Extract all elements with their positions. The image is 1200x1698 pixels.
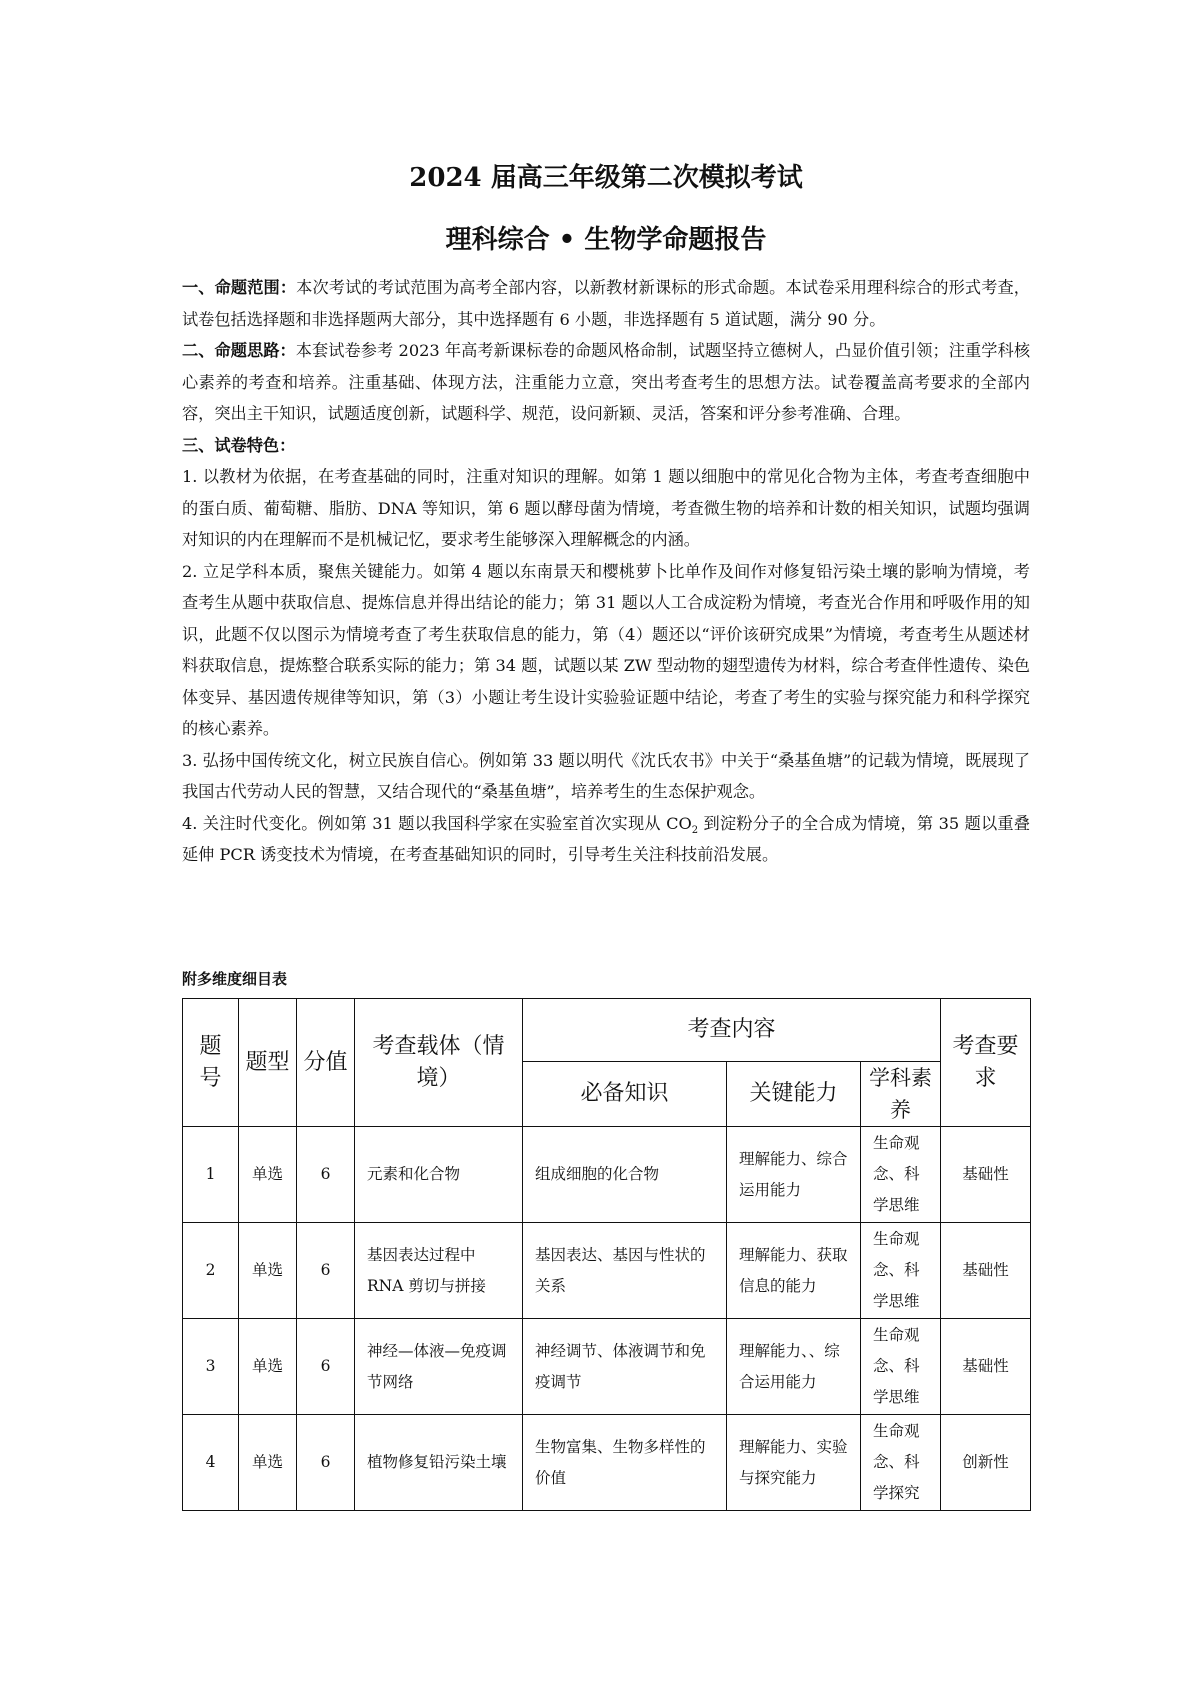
cell-carrier: 植物修复铅污染土壤 — [355, 1415, 523, 1511]
header-carrier: 考查载体（情境） — [355, 999, 523, 1127]
cell-ability: 理解能力、获取信息的能力 — [727, 1223, 861, 1319]
cell-ability: 理解能力、、综合运用能力 — [727, 1319, 861, 1415]
header-content: 考查内容 — [523, 999, 941, 1062]
cell-score: 6 — [297, 1223, 355, 1319]
cell-type: 单选 — [239, 1415, 297, 1511]
feature-heading: 三、试卷特色： — [182, 435, 296, 455]
idea-paragraph — [182, 335, 1030, 430]
scope-paragraph — [182, 272, 1030, 335]
table-row — [183, 1319, 1031, 1415]
cell-knowledge: 神经调节、体液调节和免疫调节 — [523, 1319, 727, 1415]
header-requirement: 考查要求 — [941, 999, 1031, 1127]
feature-item-3: 3. 弘扬中国传统文化，树立民族自信心。例如第 33 题以明代《沈氏农书》中关于“桑基鱼塘”的记载为情境，既展现了我国古代劳动人民的智慧，又结合现代的“桑基鱼塘”，培养考生的生态保护观念。 — [182, 750, 1030, 801]
cell-num: 4 — [183, 1415, 239, 1511]
co2-subscript: 2 — [691, 824, 699, 836]
cell-score: 6 — [297, 1319, 355, 1415]
header-num: 题号 — [183, 999, 239, 1127]
cell-num: 2 — [183, 1223, 239, 1319]
feature-4-text-a: 4. 关注时代变化。例如第 31 题以我国科学家在实验室首次实现从 CO — [182, 813, 692, 833]
header-knowledge: 必备知识 — [523, 1062, 727, 1127]
table-row — [183, 1415, 1031, 1511]
feature-4-text-b: 到淀粉分子的全合成为情境，第 35 题以重叠延伸 PCR 诱变技术为情境，在考查基础知识的同时，引导考生关注科技前沿发展。 — [182, 813, 1030, 864]
table-row — [183, 1223, 1031, 1319]
cell-ability: 理解能力、综合运用能力 — [727, 1127, 861, 1223]
cell-literacy: 生命观念、科学思维 — [861, 1319, 941, 1415]
header-ability: 关键能力 — [727, 1062, 861, 1127]
table-row — [183, 1127, 1031, 1223]
cell-requirement: 基础性 — [941, 1319, 1031, 1415]
scope-text: 本次考试的考试范围为高考全部内容，以新教材新课标的形式命题。本试卷采用理科综合的形式考查，试卷包括选择题和非选择题两大部分，其中选择题有 6 小题，非选择题有 5 道试题，满分 90 分。 — [182, 278, 1030, 329]
cell-literacy: 生命观念、科学思维 — [861, 1223, 941, 1319]
feature-item-4 — [182, 808, 1030, 871]
idea-text: 本套试卷参考 2023 年高考新课标卷的命题风格命制，试题坚持立德树人，凸显价值引领；注重学科核心素养的考查和培养。注重基础、体现方法，注重能力立意，突出考查考生的思想方法。试卷覆盖高考要求的全部内容，突出主干知识，试题适度创新，试题科学、规范，设问新颖、灵活，答案和评分参考准确、合理。 — [182, 341, 1031, 423]
cell-knowledge: 基因表达、基因与性状的关系 — [523, 1223, 727, 1319]
cell-carrier: 元素和化合物 — [355, 1127, 523, 1223]
cell-requirement: 基础性 — [941, 1127, 1031, 1223]
cell-type: 单选 — [239, 1223, 297, 1319]
table-header-row — [183, 999, 1031, 1062]
cell-score: 6 — [297, 1415, 355, 1511]
table-caption: 附多维度细目表 — [182, 970, 288, 988]
cell-num: 3 — [183, 1319, 239, 1415]
document-subtitle: 理科综合 • 生物学命题报告 — [445, 225, 767, 255]
header-literacy: 学科素养 — [861, 1062, 941, 1127]
cell-score: 6 — [297, 1127, 355, 1223]
header-type: 题型 — [239, 999, 297, 1127]
scope-heading: 一、命题范围： — [182, 278, 297, 297]
cell-knowledge: 组成细胞的化合物 — [523, 1127, 727, 1223]
cell-knowledge: 生物富集、生物多样性的价值 — [523, 1415, 727, 1511]
feature-item-2: 2. 立足学科本质，聚焦关键能力。如第 4 题以东南景天和樱桃萝卜比单作及间作对修复铅污染土壤的影响为情境，考查考生从题中获取信息、提炼信息并得出结论的能力；第 31 题以人工合成淀粉为情境，考查光合作用和呼吸作用的知识，此题不仅以图示为情境考查了考生获取信息的能力，第（4）题还以“评价该研究成果”为情境，考查考生从题述材料获取信息，提炼整合联系实际的能力；第 34 题，试题以某 ZW 型动物的翅型遗传为材料，综合考查伴性遗传、染色体变异、基因遗传规律等知识，第（3）小题让考生设计实验验证题中结论，考查了考生的实验与探究能力和科学探究的核心素养。 — [182, 561, 1030, 738]
cell-carrier: 基因表达过程中 RNA 剪切与拼接 — [355, 1223, 523, 1319]
idea-heading: 二、命题思路： — [182, 341, 296, 360]
cell-type: 单选 — [239, 1319, 297, 1415]
cell-literacy: 生命观念、科学思维 — [861, 1127, 941, 1223]
cell-carrier: 神经—体液—免疫调节网络 — [355, 1319, 523, 1415]
cell-literacy: 生命观念、科学探究 — [861, 1415, 941, 1511]
header-score: 分值 — [297, 999, 355, 1127]
report-body — [182, 272, 1030, 871]
cell-type: 单选 — [239, 1127, 297, 1223]
cell-requirement: 创新性 — [941, 1415, 1031, 1511]
cell-num: 1 — [183, 1127, 239, 1223]
cell-ability: 理解能力、实验与探究能力 — [727, 1415, 861, 1511]
feature-item-1: 1. 以教材为依据，在考查基础的同时，注重对知识的理解。如第 1 题以细胞中的常见化合物为主体，考查考查细胞中的蛋白质、葡萄糖、脂肪、DNA 等知识，第 6 题以酵母菌为情境，考查微生物的培养和计数的相关知识，试题均强调对知识的内在理解而不是机械记忆，要求考生能够深入理解概念的内涵。 — [182, 467, 1030, 549]
detail-table — [182, 998, 1031, 1511]
document-title: 2024 届高三年级第二次模拟考试 — [409, 163, 803, 193]
cell-requirement: 基础性 — [941, 1223, 1031, 1319]
